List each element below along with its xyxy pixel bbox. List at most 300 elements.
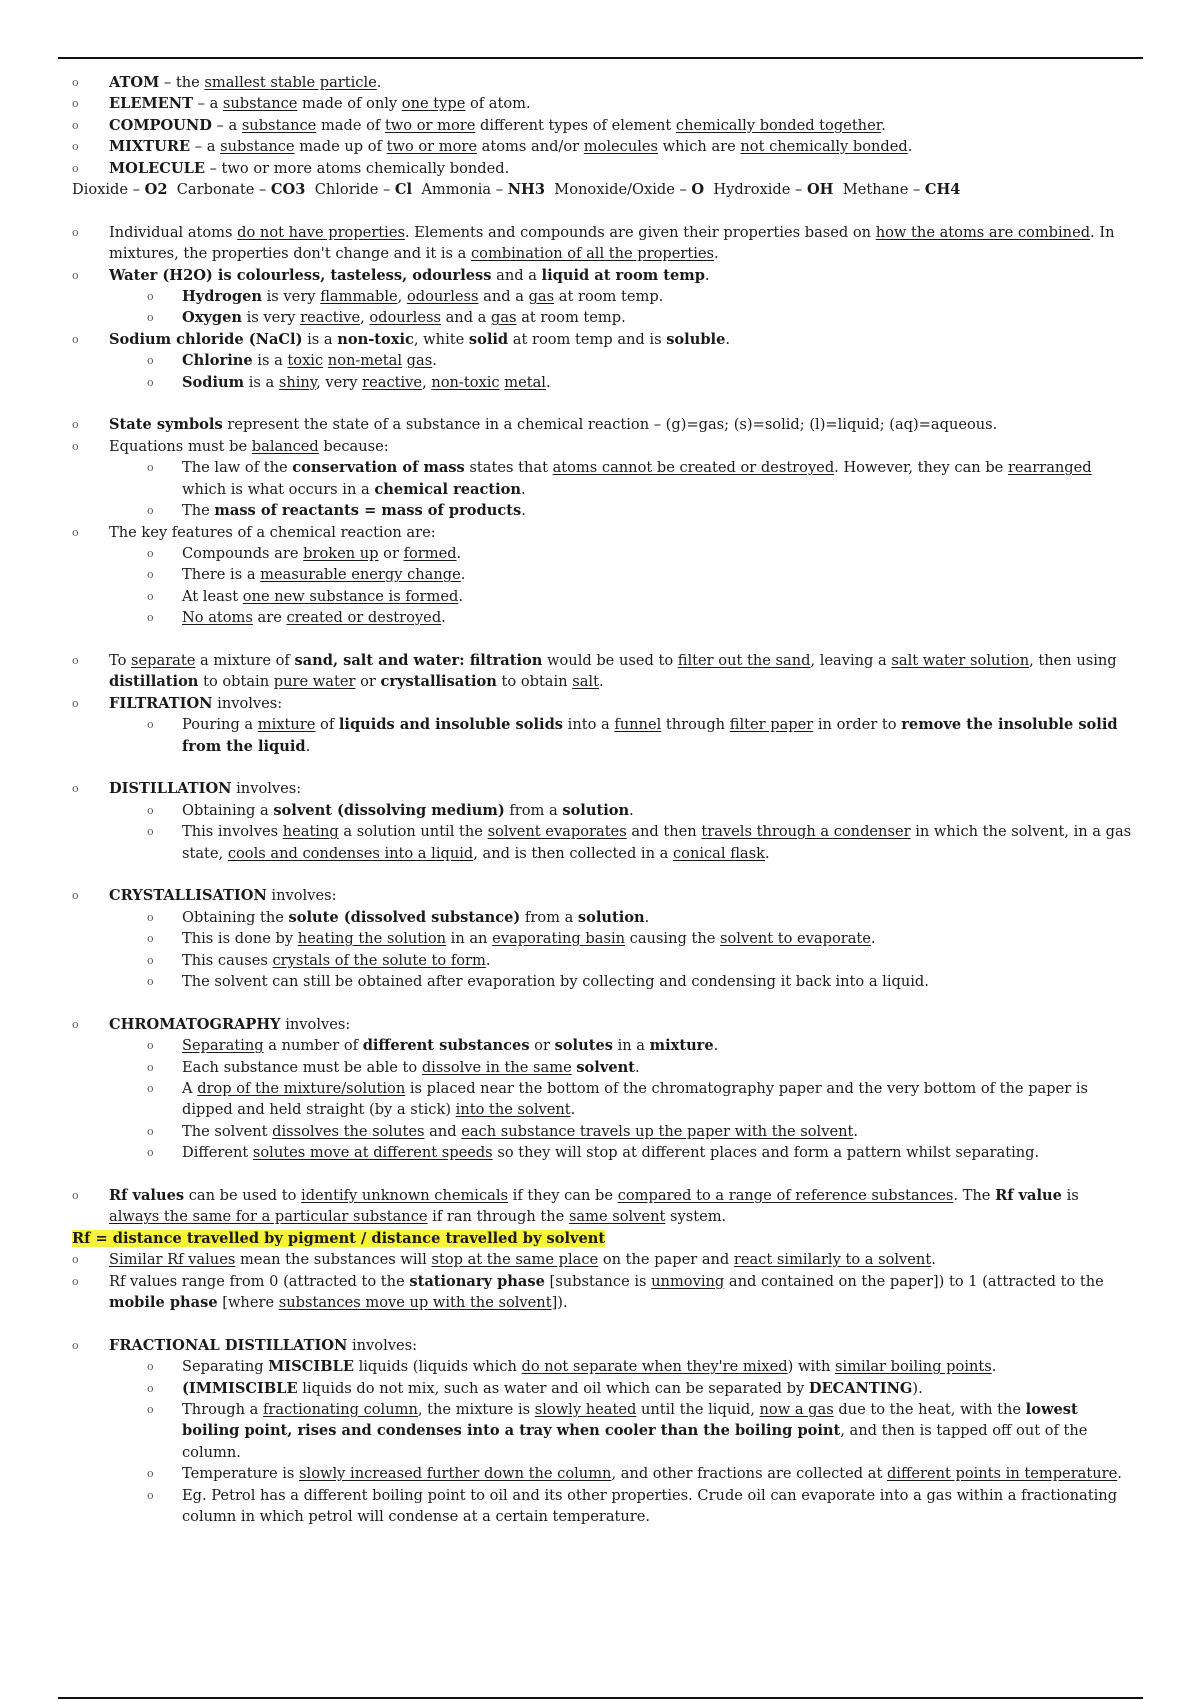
formula-name: Methane –: [842, 181, 925, 199]
text: There is a: [182, 566, 261, 584]
text: .: [725, 330, 730, 348]
text: and contained on the paper]) to 1 (attracted to the: [724, 1272, 1104, 1290]
bullet-icon: o: [72, 1189, 79, 1203]
text: , and other fractions are collected at: [611, 1465, 887, 1483]
text: in which the solvent, in a gas state,: [182, 823, 1132, 862]
underlined-text: rearranged: [1007, 459, 1092, 477]
underlined-text: substances move up with the solvent: [278, 1294, 552, 1312]
sub-item-chromatography: [72, 1142, 1132, 1163]
underlined-text: each substance travels up the paper with the solvent: [461, 1122, 854, 1140]
text: and a: [478, 288, 529, 306]
rf-formula-line: [72, 1228, 1132, 1249]
underlined-text: broken up: [303, 544, 379, 562]
bold-text: mixture: [649, 1037, 714, 1055]
text: to obtain: [496, 673, 573, 691]
text: , and then is tapped off out of the column.: [182, 1422, 1088, 1461]
spacer: [72, 200, 1132, 221]
sub-item-chromatography: [72, 1078, 1132, 1121]
text: ) with: [787, 1358, 836, 1376]
text: .: [305, 737, 311, 755]
underlined-text: molecules: [583, 138, 659, 156]
text: made up of: [294, 138, 387, 156]
text: Temperature is: [182, 1465, 300, 1483]
bullet-icon: o: [72, 439, 79, 453]
underlined-text: chemically bonded together: [675, 116, 882, 134]
bold-text: Water (H2O) is colourless, tasteless, odourless: [109, 266, 492, 284]
text: on the paper and: [598, 1251, 734, 1269]
text: atoms and/or: [477, 138, 584, 156]
bullet-icon: o: [147, 504, 154, 518]
list-item-equations: [72, 436, 1132, 457]
bold-text: Rf values: [109, 1187, 185, 1205]
text: .: [485, 951, 491, 969]
sub-item-hydrogen: [72, 286, 1132, 307]
bold-text: (IMMISCIBLE: [182, 1379, 298, 1397]
underlined-text: two or more: [384, 116, 476, 134]
underlined-text: now a gas: [759, 1401, 834, 1419]
text: involves:: [266, 887, 337, 905]
bullet-icon: o: [72, 1253, 79, 1267]
bullet-icon: o: [147, 611, 154, 625]
bullet-icon: o: [72, 225, 79, 239]
spacer: [72, 1313, 1132, 1334]
bullet-icon: o: [147, 718, 154, 732]
bold-text: different substances: [362, 1037, 530, 1055]
underlined-text: salt water solution: [891, 651, 1030, 669]
underlined-text: balanced: [251, 437, 319, 455]
list-item-chromatography: [72, 1014, 1132, 1035]
bold-text: soluble: [666, 330, 726, 348]
text: a mixture of: [195, 651, 295, 669]
underlined-text: solvent to evaporate: [720, 930, 871, 948]
text: , and is then collected in a: [473, 844, 673, 862]
sub-item-crystallisation: [72, 971, 1132, 992]
bullet-icon: o: [147, 1124, 154, 1138]
underlined-text: separate: [131, 651, 196, 669]
text: . However, they can be: [834, 459, 1008, 477]
text: are: [252, 609, 287, 627]
list-item-sodium-chloride: [72, 329, 1132, 350]
underlined-text: created or destroyed: [286, 609, 442, 627]
bold-text: conservation of mass: [292, 459, 465, 477]
bold-text: Sodium chloride (NaCl): [109, 330, 303, 348]
text: so they will stop at different places and form a pattern whilst separating.: [492, 1144, 1040, 1162]
text: .: [521, 502, 526, 520]
text: – the: [159, 74, 205, 91]
text: This causes: [182, 951, 273, 969]
text: would be used to: [542, 651, 678, 669]
bullet-icon: o: [147, 932, 154, 946]
text: .: [460, 566, 466, 584]
underlined-text: identify unknown chemicals: [301, 1187, 509, 1205]
bullet-icon: o: [72, 140, 79, 154]
text: .: [991, 1358, 997, 1376]
underlined-text: smallest stable particle: [204, 74, 377, 91]
formula: OH: [806, 181, 834, 199]
sub-item-chlorine: [72, 350, 1132, 371]
formula-name: Dioxide –: [72, 181, 145, 199]
spacer: [72, 864, 1132, 885]
text: is very: [262, 288, 321, 306]
underlined-text: flammable: [320, 288, 398, 306]
list-item-properties: [72, 222, 1132, 265]
bullet-icon: o: [147, 910, 154, 924]
term: ELEMENT: [109, 95, 193, 113]
highlighted-formula: Rf = distance travelled by pigment / distance travelled by solvent: [72, 1229, 606, 1247]
underlined-text: always the same for a particular substance: [109, 1208, 428, 1226]
text: This involves: [182, 823, 283, 841]
underlined-text: metal: [504, 373, 546, 391]
text: , the mixture is: [417, 1401, 535, 1419]
text: at room temp and is: [508, 330, 667, 348]
sub-item-distillation: [72, 821, 1132, 864]
bullet-icon: o: [147, 546, 154, 560]
bold-text: Hydrogen: [182, 288, 262, 306]
sub-item-sodium: [72, 372, 1132, 393]
text: ,: [422, 373, 432, 391]
text: in order to: [813, 716, 902, 734]
sub-item-fractional: [72, 1463, 1132, 1484]
formula: Cl: [394, 181, 413, 199]
bullet-icon: o: [147, 1360, 154, 1374]
text: ,: [360, 309, 370, 327]
text: , very: [316, 373, 363, 391]
text: in an: [446, 930, 493, 948]
formula-name: Chloride –: [314, 181, 395, 199]
bold-text: stationary phase: [409, 1272, 545, 1290]
bullet-icon: o: [147, 1403, 154, 1417]
text: The: [182, 502, 215, 520]
section-heading: FRACTIONAL DISTILLATION: [109, 1336, 348, 1354]
text: of atom.: [465, 95, 531, 113]
top-rule: [58, 57, 1143, 59]
text: involves:: [347, 1336, 418, 1354]
underlined-text: into the solvent: [455, 1101, 571, 1119]
formula: O: [691, 181, 705, 199]
notes-document: [72, 72, 1132, 1528]
underlined-text: reactive: [300, 309, 361, 327]
list-item-fractional-distillation: [72, 1335, 1132, 1356]
text: .: [853, 1122, 858, 1140]
sub-item-mass: [72, 500, 1132, 521]
list-item-key-features: [72, 522, 1132, 543]
underlined-text: heating the solution: [297, 930, 447, 948]
bold-text: mass of reactants = mass of products: [214, 502, 522, 520]
bullet-icon: o: [72, 268, 79, 282]
underlined-text: atoms cannot be created or destroyed: [552, 459, 835, 477]
sub-item-oxygen: [72, 307, 1132, 328]
bullet-icon: o: [147, 375, 154, 389]
text: is a: [244, 373, 279, 391]
underlined-text: unmoving: [651, 1272, 725, 1290]
bullet-icon: o: [147, 589, 154, 603]
text: .: [521, 480, 526, 498]
underlined-text: shiny: [278, 373, 317, 391]
bullet-icon: o: [147, 311, 154, 325]
bold-text: MISCIBLE: [268, 1358, 354, 1376]
text: represent the state of a substance in a chemical reaction – (g)=gas; (s)=solid; (l)=liquid; (aq)=aqueous.: [222, 416, 998, 434]
sub-item-fractional: [72, 1485, 1132, 1528]
underlined-text: same solvent: [568, 1208, 666, 1226]
underlined-text: filter paper: [729, 716, 814, 734]
text: Separating: [182, 1358, 269, 1376]
underlined-text: gas: [491, 309, 517, 327]
text: which is what occurs in a: [182, 480, 375, 498]
sub-item-crystallisation: [72, 950, 1132, 971]
term: ATOM: [109, 74, 160, 91]
text: Eg. Petrol has a different boiling point to oil and its other properties. Crude oil can evaporate into a gas within a fractionating column in which petrol will condense at a certain temperature.: [182, 1486, 1118, 1526]
text: The key features of a chemical reaction are:: [109, 523, 436, 541]
underlined-text: one new substance is formed: [242, 587, 459, 605]
bullet-icon: o: [72, 1274, 79, 1288]
sub-item-fractional: [72, 1378, 1132, 1399]
text: due to the heat, with the: [833, 1401, 1026, 1419]
bold-text: sand, salt and water: filtration: [294, 651, 543, 669]
text: or: [529, 1037, 555, 1055]
text: is placed near the bottom of the chromatography paper and the very bottom of the paper is dipped and held straight (by a stick): [182, 1080, 1088, 1119]
bullet-icon: o: [72, 97, 79, 111]
bold-text: solid: [468, 330, 509, 348]
formula-name: Ammonia –: [421, 181, 508, 199]
underlined-text: do not have properties: [237, 223, 405, 241]
bold-text: solvent: [576, 1058, 635, 1076]
bold-text: solvent (dissolving medium): [273, 801, 505, 819]
text: ]).: [551, 1294, 568, 1312]
text: .: [907, 138, 913, 156]
bullet-icon: o: [72, 118, 79, 132]
text: .: [704, 266, 710, 284]
bullet-icon: o: [72, 696, 79, 710]
spacer: [72, 393, 1132, 414]
text: The solvent: [182, 1122, 273, 1140]
bullet-icon: o: [147, 354, 154, 368]
underlined-text: non-metal: [327, 352, 403, 370]
text: involves:: [280, 1015, 351, 1033]
bold-text: liquids and insoluble solids: [338, 716, 564, 734]
formula: CH4: [924, 181, 961, 199]
text: The law of the: [182, 459, 293, 477]
bold-text: solution: [562, 801, 630, 819]
bold-text: crystallisation: [380, 673, 497, 691]
text: liquids do not mix, such as water and oil which can be separated by: [297, 1379, 809, 1397]
text: and then: [626, 823, 702, 841]
bullet-icon: o: [72, 76, 79, 89]
bullet-icon: o: [147, 1039, 154, 1053]
underlined-text: conical flask: [672, 844, 765, 862]
formula: CO3: [270, 181, 306, 199]
text: .: [931, 1251, 936, 1269]
underlined-text: non-toxic: [431, 373, 500, 391]
bold-text: Rf value: [995, 1187, 1062, 1205]
text: or: [355, 673, 381, 691]
list-item-water: [72, 265, 1132, 286]
bold-text: solution: [577, 908, 645, 926]
text: of: [315, 716, 339, 734]
bullet-icon: o: [147, 1488, 154, 1502]
section-heading: FILTRATION: [109, 694, 213, 712]
underlined-text: solutes move at different speeds: [252, 1144, 493, 1162]
text: . Elements and compounds are given their properties based on: [404, 223, 876, 241]
sub-item-fractional: [72, 1356, 1132, 1377]
sub-item-distillation: [72, 800, 1132, 821]
text: – a: [193, 95, 223, 113]
underlined-text: do not separate when they're mixed: [521, 1358, 788, 1376]
text: Individual atoms: [109, 223, 238, 241]
text: and: [424, 1122, 462, 1140]
underlined-text: stop at the same place: [431, 1251, 599, 1269]
bold-text: DECANTING: [808, 1379, 913, 1397]
sub-item-chromatography: [72, 1121, 1132, 1142]
text: .: [441, 609, 446, 627]
bullet-icon: o: [72, 782, 79, 796]
text: involves:: [231, 780, 302, 798]
term: COMPOUND: [109, 116, 212, 134]
text: Each substance must be able to: [182, 1058, 422, 1076]
list-item-rf-range: [72, 1271, 1132, 1314]
text: .: [714, 245, 719, 263]
underlined-text: fractionating column: [263, 1401, 418, 1419]
text: mean the substances will: [235, 1251, 432, 1269]
underlined-text: measurable energy change: [260, 566, 461, 584]
text: To: [109, 651, 132, 669]
text: .: [1117, 1465, 1122, 1483]
bold-text: solutes: [554, 1037, 613, 1055]
spacer: [72, 757, 1132, 778]
text: .: [764, 844, 770, 862]
underlined-text: not chemically bonded: [740, 138, 908, 156]
text: states that: [464, 459, 553, 477]
sub-item-chromatography: [72, 1035, 1132, 1056]
text: Pouring a: [182, 716, 258, 734]
text: if they can be: [508, 1187, 618, 1205]
bold-text: State symbols: [109, 416, 223, 434]
bullet-icon: o: [72, 161, 79, 175]
underlined-text: mixture: [257, 716, 316, 734]
underlined-text: substance: [220, 138, 295, 156]
text: from a: [504, 801, 563, 819]
formula: NH3: [507, 181, 546, 199]
underlined-text: No atoms: [182, 609, 253, 627]
underlined-text: different points in temperature: [886, 1465, 1118, 1483]
text: .: [629, 801, 634, 819]
spacer: [72, 992, 1132, 1013]
text: .: [432, 352, 437, 370]
text: causing the: [625, 930, 721, 948]
bold-text: distillation: [109, 673, 199, 691]
text: at room temp.: [554, 288, 664, 306]
list-item-filtration: [72, 693, 1132, 714]
underlined-text: substance: [222, 95, 298, 113]
list-item-element: [72, 93, 1132, 114]
bullet-icon: o: [147, 953, 154, 967]
underlined-text: combination of all the properties: [471, 245, 715, 263]
text: Through a: [182, 1401, 264, 1419]
list-item-state-symbols: [72, 414, 1132, 435]
underlined-text: toxic: [287, 352, 324, 370]
underlined-text: dissolves the solutes: [272, 1122, 425, 1140]
bullet-icon: o: [147, 1082, 154, 1095]
bullet-icon: o: [147, 568, 154, 582]
text: can be used to: [184, 1187, 302, 1205]
text: – a: [190, 138, 221, 156]
text: .: [870, 930, 876, 948]
bullet-icon: o: [72, 525, 79, 539]
spacer: [72, 629, 1132, 650]
text: and a: [440, 309, 492, 327]
underlined-text: Similar Rf values: [109, 1251, 236, 1269]
sub-item-feature: [72, 564, 1132, 585]
formula-name: Monoxide/Oxide –: [554, 181, 692, 199]
formulae-line: [72, 179, 1132, 200]
bold-text: chemical reaction: [374, 480, 522, 498]
text: ).: [912, 1379, 923, 1397]
underlined-text: pure water: [273, 673, 356, 691]
text: system.: [665, 1208, 727, 1226]
text: is a: [302, 330, 338, 348]
bullet-icon: o: [72, 418, 79, 432]
spacer: [72, 1164, 1132, 1185]
bullet-icon: o: [147, 803, 154, 817]
underlined-text: slowly increased further down the column: [299, 1465, 612, 1483]
underlined-text: drop of the mixture/solution: [197, 1080, 406, 1097]
term: MOLECULE: [109, 159, 205, 177]
text: involves:: [212, 694, 283, 712]
formula: O2: [144, 181, 168, 199]
bullet-icon: o: [72, 1338, 79, 1352]
underlined-text: odourless: [369, 309, 441, 327]
bullet-icon: o: [72, 1017, 79, 1031]
bold-text: mobile phase: [109, 1294, 218, 1312]
text: liquids (liquids which: [353, 1358, 522, 1376]
text: – two or more atoms chemically bonded.: [204, 159, 510, 177]
text: .: [598, 673, 604, 691]
text: .: [458, 587, 463, 605]
sub-item-crystallisation: [72, 928, 1132, 949]
bold-text: solute (dissolved substance): [288, 908, 521, 926]
sub-item-feature: [72, 607, 1132, 628]
underlined-text: reactive: [362, 373, 423, 391]
text: from a: [520, 908, 578, 926]
text: made of: [316, 116, 385, 134]
section-heading: DISTILLATION: [109, 780, 232, 798]
bullet-icon: o: [147, 461, 154, 475]
text: Equations must be: [109, 437, 252, 455]
sub-item-feature: [72, 586, 1132, 607]
text: .: [570, 1101, 576, 1119]
formula-name: Carbonate –: [176, 181, 271, 199]
underlined-text: react similarly to a solvent: [733, 1251, 932, 1269]
underlined-text: substance: [241, 116, 317, 134]
bullet-icon: o: [147, 290, 154, 304]
text: . In mixtures, the properties don't change and it is a: [109, 223, 1115, 263]
text: – a: [211, 116, 242, 134]
text: Compounds are: [182, 544, 304, 562]
bold-text: Chlorine: [182, 352, 253, 370]
underlined-text: odourless: [406, 288, 479, 306]
text: if ran through the: [427, 1208, 569, 1226]
underlined-text: evaporating basin: [492, 930, 626, 948]
section-heading: CHROMATOGRAPHY: [109, 1015, 281, 1033]
underlined-text: one type: [401, 95, 466, 113]
text: At least: [182, 587, 243, 605]
list-item-separation: [72, 650, 1132, 693]
bullet-icon: o: [147, 974, 154, 988]
bullet-icon: o: [147, 1060, 154, 1074]
term: MIXTURE: [109, 138, 191, 156]
sub-item-fractional: [72, 1399, 1132, 1463]
bullet-icon: o: [147, 1146, 154, 1160]
text: .: [881, 116, 886, 134]
